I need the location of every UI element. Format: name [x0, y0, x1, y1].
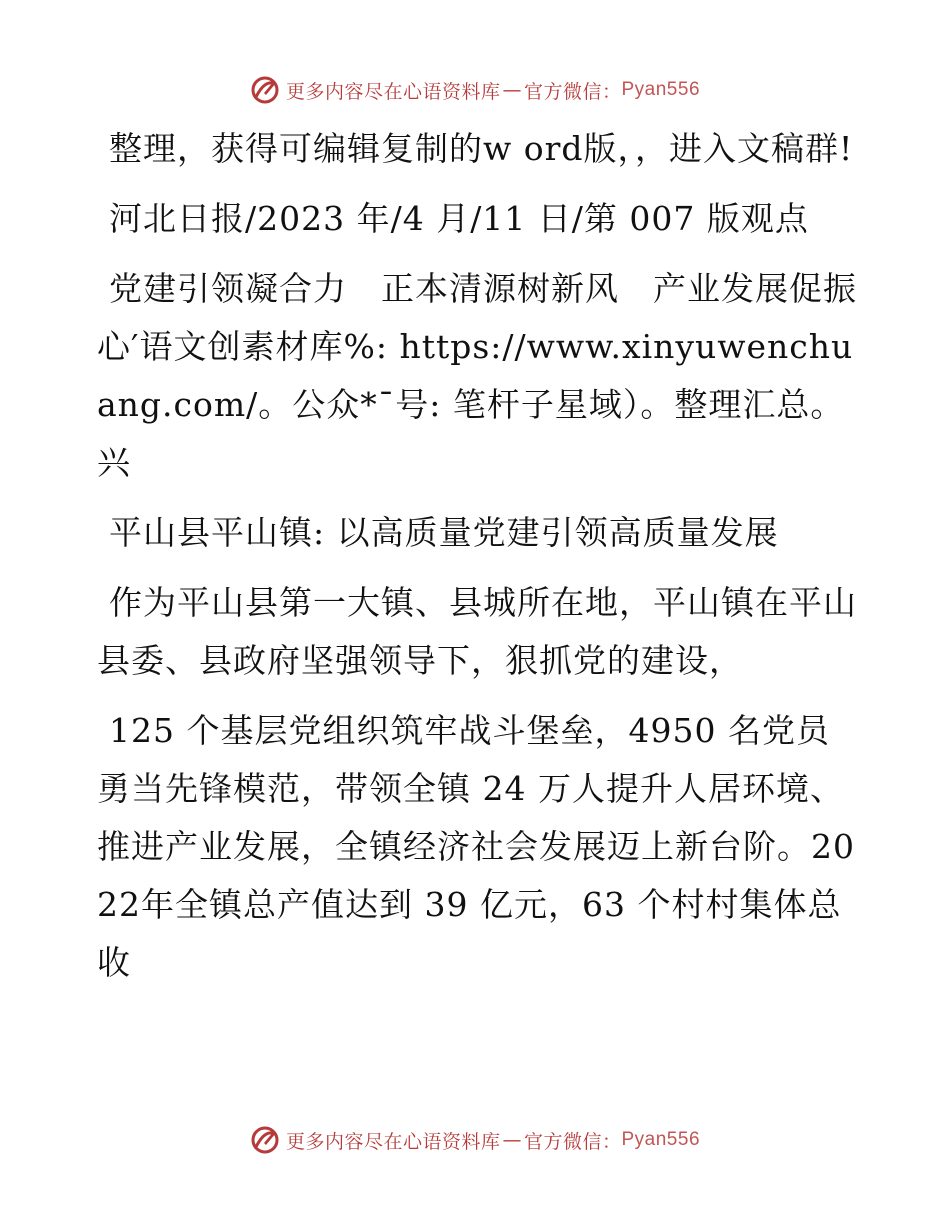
watermark-main-text: 更多内容尽在心语资料库 [285, 80, 501, 103]
paragraph-5-text: 作为平山县第一大镇、县城所在地，平山镇在平山县委、县政府坚强领导下，狠抓党的建设， [97, 583, 857, 680]
paragraph-3 [97, 260, 857, 492]
watermark-separator: — [502, 79, 522, 101]
paragraph-2 [97, 190, 857, 248]
paragraph-3-text: 党建引领凝合力 正本清源树新风 产业发展促振心′语文创素材库%: https://www.xinyuwenchuang.com/。公众*¯号: 笔杆子星域）。整理汇总。兴 [97, 269, 857, 482]
watermark-wechat-id: Pyan556 [621, 79, 701, 100]
footer-watermark-banner [0, 1122, 950, 1158]
pen-swirl-logo-icon [250, 1125, 280, 1155]
paragraph-2-text: 河北日报/2023 年/4 月/11 日/第 007 版观点 [109, 199, 809, 238]
pen-swirl-logo-icon [250, 75, 280, 105]
watermark-wechat-id: Pyan556 [621, 1129, 701, 1150]
paragraph-4-text: 平山县平山镇: 以高质量党建引领高质量发展 [109, 513, 779, 552]
paragraph-1-text: 整理，获得可编辑复制的w ord版，，进入文稿群! [109, 129, 854, 168]
watermark-main-text: 更多内容尽在心语资料库 [285, 1130, 501, 1153]
paragraph-4 [97, 504, 857, 562]
watermark-wechat-label: 官方微信： [523, 1130, 622, 1153]
header-watermark-banner [0, 72, 950, 108]
paragraph-6 [97, 702, 857, 992]
paragraph-1 [97, 120, 857, 178]
paragraph-5 [97, 574, 857, 690]
watermark-wechat-label: 官方微信： [523, 80, 622, 103]
paragraph-6-text: 125 个基层党组织筑牢战斗堡垒，4950 名党员勇当先锋模范，带领全镇 24 万人提升人居环境、推进产业发展，全镇经济社会发展迈上新台阶。2022年全镇总产值达到 39 亿元，63 个村村集体总收 [97, 711, 855, 982]
watermark-separator: — [502, 1129, 522, 1151]
document-body [97, 120, 857, 1004]
